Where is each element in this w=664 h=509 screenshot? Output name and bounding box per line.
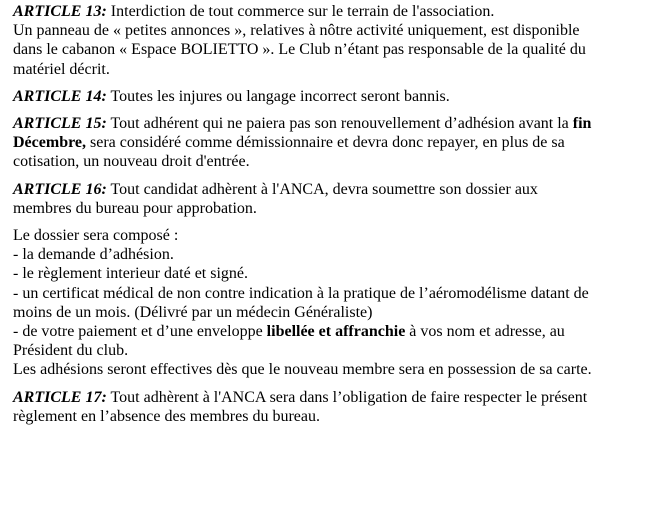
article-16-dossier: [13, 226, 661, 380]
article-13: [13, 2, 661, 79]
text-line: [13, 245, 661, 264]
body-text: Toutes les injures ou langage incorrect seront bannis.: [106, 87, 450, 105]
text-line: [13, 2, 661, 21]
body-text: - le règlement interieur daté et signé.: [13, 265, 249, 283]
article-label: ARTICLE 16:: [13, 180, 107, 198]
article-label: ARTICLE 17:: [13, 388, 107, 406]
text-line: [13, 40, 661, 59]
body-text: règlement en l’absence des membres du bureau.: [13, 407, 320, 425]
article-16: [13, 180, 661, 218]
text-line: [13, 388, 661, 407]
text-line: [13, 407, 661, 426]
text-line: [13, 199, 661, 218]
article-17: [13, 388, 661, 426]
body-text: Le dossier sera composé :: [13, 227, 179, 245]
body-text: Tout adhèrent à l'ANCA sera dans l’obligation de faire respecter le présent: [106, 388, 588, 406]
text-line: [13, 284, 661, 303]
article-14: [13, 87, 661, 106]
document-page: [13, 2, 661, 434]
text-line: [13, 152, 661, 171]
body-text: cotisation, un nouveau droit d'entrée.: [13, 153, 250, 171]
body-text: Les adhésions seront effectives dès que le nouveau membre sera en possession de sa carte.: [13, 361, 592, 379]
body-text: membres du bureau pour approbation.: [13, 199, 257, 217]
text-line: [13, 360, 661, 379]
text-line: [13, 322, 661, 341]
article-label: ARTICLE 14:: [13, 87, 107, 105]
body-text: Tout adhérent qui ne paiera pas son renouvellement d’adhésion avant la: [106, 115, 573, 133]
text-line: [13, 303, 661, 322]
text-line: [13, 60, 661, 79]
body-text: - un certificat médical de non contre indication à la pratique de l’aéromodélisme datant de: [13, 284, 589, 302]
text-line: [13, 341, 661, 360]
bold-text: Décembre,: [13, 134, 86, 152]
body-text: Interdiction de tout commerce sur le terrain de l'association.: [106, 3, 495, 20]
text-line: [13, 180, 661, 199]
bold-text: libellée et affranchie: [266, 323, 406, 341]
body-text: Un panneau de « petites annonces », relatives à nôtre activité uniquement, est disponible: [13, 22, 580, 40]
article-15: [13, 114, 661, 172]
text-line: [13, 21, 661, 40]
text-line: [13, 114, 661, 133]
body-text: matériel décrit.: [13, 60, 110, 78]
article-label: ARTICLE 15:: [13, 115, 107, 133]
body-text: Président du club.: [13, 342, 129, 360]
bold-text: fin: [572, 115, 592, 133]
text-line: [13, 87, 661, 106]
body-text: sera considéré comme démissionnaire et devra donc repayer, en plus de sa: [86, 134, 565, 152]
body-text: - la demande d’adhésion.: [13, 246, 174, 264]
article-label: ARTICLE 13:: [13, 3, 107, 20]
text-line: [13, 133, 661, 152]
text-line: [13, 264, 661, 283]
body-text: Tout candidat adhèrent à l'ANCA, devra soumettre son dossier aux: [106, 180, 538, 198]
body-text: à vos nom et adresse, au: [405, 323, 565, 341]
body-text: moins de un mois. (Délivré par un médecin Généraliste): [13, 303, 373, 321]
text-line: [13, 226, 661, 245]
body-text: - de votre paiement et d’une enveloppe: [13, 323, 267, 341]
body-text: dans le cabanon « Espace BOLIETTO ». Le Club n’étant pas responsable de la qualité du: [13, 41, 586, 59]
